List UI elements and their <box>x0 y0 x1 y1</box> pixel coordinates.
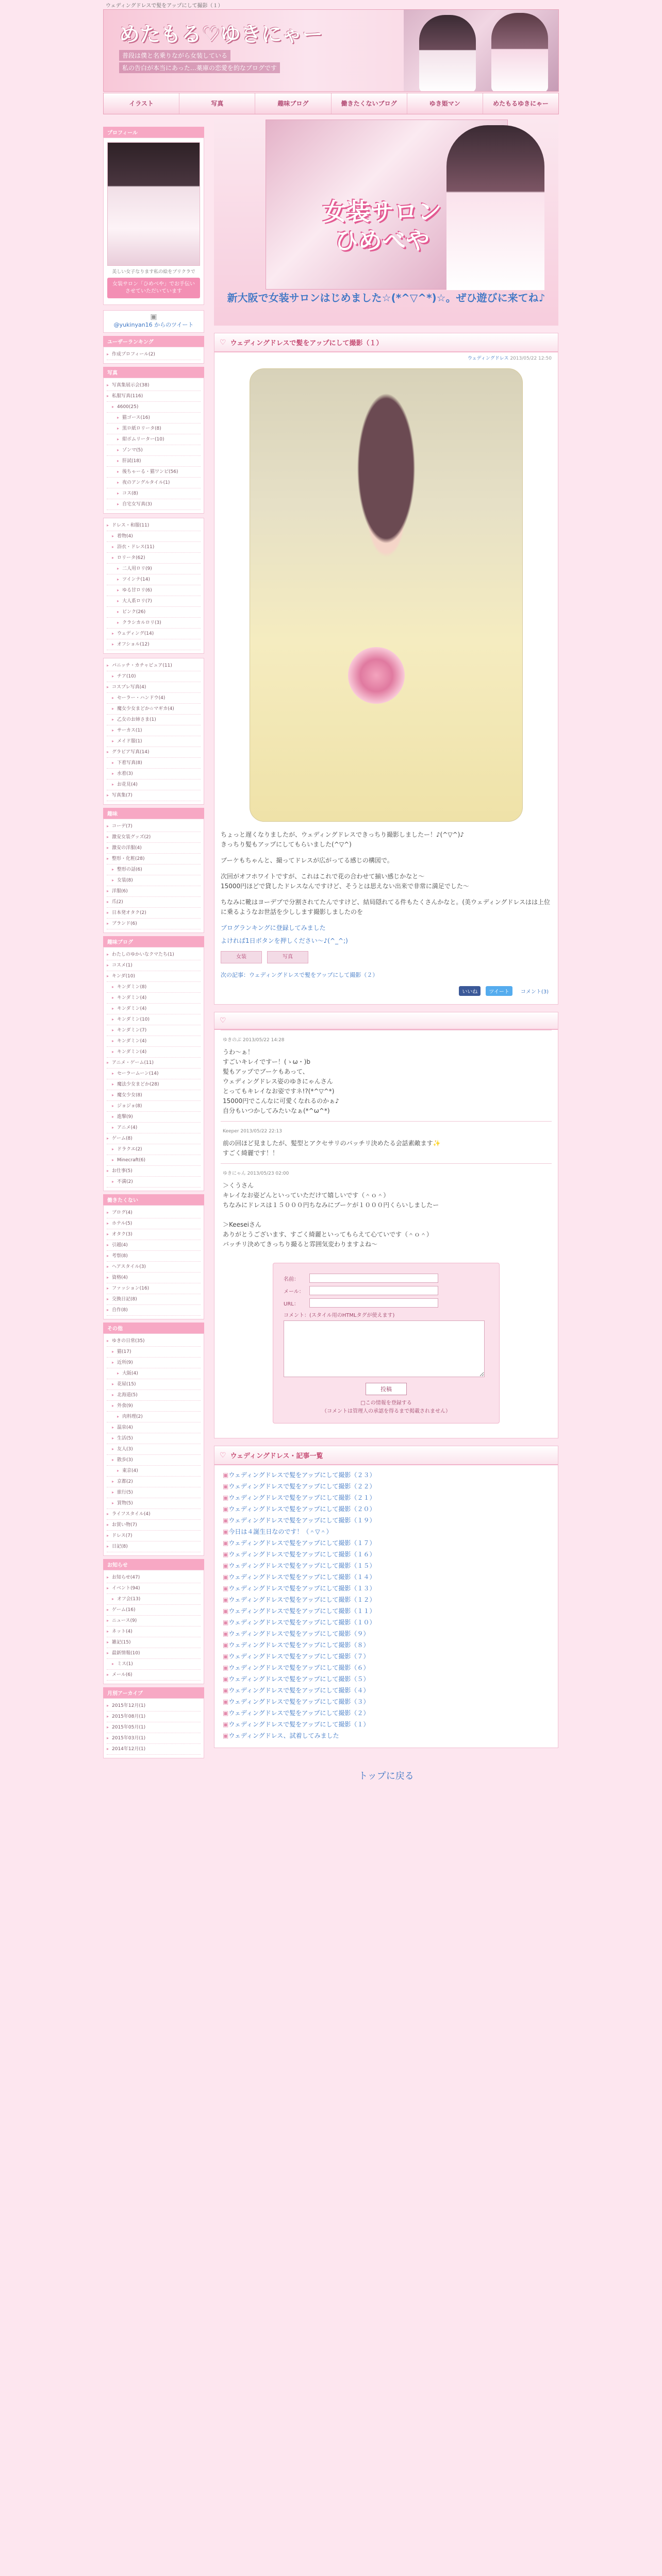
comment-list <box>214 1030 558 1255</box>
twitter-link[interactable]: @yukinyan16 からのツイート <box>113 321 194 328</box>
sidebar-category-item[interactable]: ▸ お知らせ(47) <box>107 1572 201 1583</box>
sidebar-category-item[interactable]: ▸ コスメ(1) <box>107 960 201 971</box>
main-content <box>214 120 558 1782</box>
sidebar-category-item[interactable]: ▸ 進撃(9) <box>107 1112 201 1123</box>
related-article-link[interactable]: ▣ ウェディングドレスで髪をアップにして撮影（２０） <box>214 1503 558 1515</box>
related-article-link[interactable]: ▣ ウェディングドレスで髪をアップにして撮影（１５） <box>214 1560 558 1571</box>
entry-category-link[interactable]: ウェディングドレス <box>467 356 509 361</box>
related-article-link[interactable]: ▣ ウェディングドレスで髪をアップにして撮影（７） <box>214 1651 558 1662</box>
url-label: URL： <box>284 1301 299 1307</box>
entry-title[interactable]: ウェディングドレスで髪をアップにして撮影（１） <box>230 340 383 347</box>
sidebar-category-item[interactable]: ▸ 整形・化粧(28) <box>107 854 201 865</box>
header-photo <box>404 10 558 92</box>
sidebar-category-item[interactable]: ▸ 乙女のお姉さま(1) <box>107 715 201 725</box>
comment-text: 前の回ほど見ましたが、髪型とアクセサリのバッチリ決めたる会話素敵ます✨ すごく綺麗です！！ <box>223 1140 441 1157</box>
entry-paragraph: 次回がオフホワイトですが、これはこれで花の合わせて揃い感じかなと〜 15000円ほどで貸したドレスなんですけど、そうとは思えない出来で非常に満足でした〜 <box>221 873 469 890</box>
sidebar-category-item[interactable]: ▸ 紺ボムリーター(10) <box>107 434 201 445</box>
entry-title-bar <box>214 333 558 352</box>
sidebar-section <box>103 819 204 933</box>
heart-icon: ♡ <box>220 1451 226 1460</box>
sidebar-section <box>103 378 204 514</box>
sidebar-category-item[interactable]: ▸ 作成プロフィール(2) <box>107 349 201 360</box>
sidebar-category-item[interactable]: ▸ ヘアスタイル(3) <box>107 1262 201 1273</box>
nav-nowork-blog[interactable]: 働きたくないブログ <box>332 93 407 114</box>
sidebar-category-item[interactable]: ▸ 着物(4) <box>107 531 201 542</box>
related-article-link[interactable]: ▣ ウェディングドレスで髪をアップにして撮影（２１） <box>214 1492 558 1503</box>
related-list <box>214 1465 558 1741</box>
bouquet <box>348 647 405 704</box>
sidebar-category-item[interactable]: ▸ お仕事(5) <box>107 1166 201 1177</box>
salon-banner[interactable] <box>214 120 558 326</box>
sidebar-category-item[interactable]: ▸ 日記(8) <box>107 1541 201 1552</box>
next-article-link[interactable]: 次の記事：ウェディングドレスで髪をアップにして撮影（２） <box>221 972 378 978</box>
comment-text: ＞くうさん キレイなお姿どんといっていただけて嬉しいです（＾ｏ＾） ちなみにドレスは１５０００円ちなみにブーケが１０００円くらいしましたー ＞Keeseiさん ありがとうございます、すごく綺麗といってもらえて心ていです（＾ｏ＾） バッチリ決めてきっちり撮ると雰囲気変わりますよね〜 <box>223 1182 439 1248</box>
submit-button[interactable]: 投稿 <box>366 1383 407 1395</box>
site-header <box>103 9 559 92</box>
sidebar-category-item[interactable]: ▸ ネット(4) <box>107 1626 201 1637</box>
related-article-link[interactable]: ▣ ウェディングドレスで髪をアップにして撮影（１３） <box>214 1583 558 1594</box>
related-article-link[interactable]: ▣ ウェディングドレスで髪をアップにして撮影（８） <box>214 1639 558 1651</box>
sidebar-category-item[interactable]: ▸ 自宅女写真(3) <box>107 499 201 510</box>
nav-hobby-blog[interactable]: 趣味ブログ <box>255 93 331 114</box>
sidebar-category-item[interactable]: ▸ 激安女装グッズ(2) <box>107 832 201 843</box>
wedding-photo[interactable] <box>250 368 523 822</box>
sidebar-section-title: その他 <box>103 1323 204 1333</box>
sidebar-category-item[interactable]: ▸ お花見(4) <box>107 779 201 790</box>
entry-paragraph: ちょっと遅くなりましたが、ウェディングドレスできっちり撮影しましたー！♪(^▽^)♪ きっちり髪もアップにしてもらいました(^▽^) <box>221 831 464 848</box>
related-article-link[interactable]: ▣ ウェディングドレスで髪をアップにして撮影（９） <box>214 1628 558 1639</box>
sidebar-category-item[interactable]: ▸ 花屋(15) <box>107 1379 201 1390</box>
mail-label: メール： <box>284 1289 304 1295</box>
sidebar-category-item[interactable]: ▸ 写真集展示会(38) <box>107 380 201 391</box>
sidebar-category-item[interactable]: ▸ 不満(2) <box>107 1177 201 1188</box>
related-article-link[interactable]: ▣ ウェディングドレスで髪をアップにして撮影（１） <box>214 1719 558 1730</box>
sidebar-category-item[interactable]: ▸ ゲーム(16) <box>107 1605 201 1616</box>
tweet-button[interactable]: ツイート <box>486 986 512 996</box>
sidebar-category-item[interactable]: ▸ 買物(5) <box>107 1498 201 1509</box>
sidebar-category-item[interactable]: ▸ ゆきの日常(35) <box>107 1336 201 1347</box>
sidebar-category-item[interactable]: ▸ キンダミン(4) <box>107 1047 201 1058</box>
sidebar-section-title: ユーザーランキング <box>103 336 204 347</box>
sidebar-section <box>103 1698 204 1758</box>
entry-body <box>214 827 558 920</box>
sidebar-category-item[interactable]: ▸ 私服写真(116) <box>107 391 201 402</box>
heart-icon: ♡ <box>220 338 226 347</box>
sidebar-section-title: 趣味ブログ <box>103 936 204 947</box>
sidebar-category-item[interactable]: ▸ コス(8) <box>107 488 201 499</box>
sidebar-category-item[interactable]: ▸ 浴衣・ドレス(11) <box>107 542 201 553</box>
sidebar-category-item[interactable]: ▸ 交換日記(8) <box>107 1294 201 1305</box>
sidebar-category-item[interactable]: ▸ ピンク(26) <box>107 607 201 618</box>
sidebar-category-item[interactable]: ▸ コーデ(7) <box>107 821 201 832</box>
sidebar-category-item[interactable]: ▸ クラシカルロリ(3) <box>107 618 201 629</box>
sidebar-category-item[interactable]: ▸ わたしのゆかいなクマたち(1) <box>107 950 201 960</box>
sidebar-category-item[interactable]: ▸ 2014年12月(1) <box>107 1744 201 1755</box>
sidebar-category-item[interactable]: ▸ ミス(1) <box>107 1659 201 1670</box>
comment-meta: Keeper 2013/05/22 22:13 <box>223 1129 283 1134</box>
sidebar-category-item[interactable]: ▸ 最新情報(10) <box>107 1648 201 1659</box>
sidebar-category-item[interactable]: ▸ ブログ(4) <box>107 1208 201 1218</box>
entry-meta <box>214 352 558 363</box>
sidebar-category-item[interactable]: ▸ 水着(3) <box>107 769 201 779</box>
sidebar-section <box>103 658 204 805</box>
sidebar-category-item[interactable]: ▸ ジョジョ(8) <box>107 1101 201 1112</box>
sidebar-section-title: 働きたくない <box>103 1194 204 1205</box>
sidebar-category-item[interactable]: ▸ 大阪(4) <box>107 1368 201 1379</box>
related-article-link[interactable]: ▣ ウェディングドレスで髪をアップにして撮影（１０） <box>214 1617 558 1628</box>
sidebar-category-item[interactable]: ▸ 魔女少女まどか☆マギカ(4) <box>107 704 201 715</box>
sidebar-section <box>103 347 204 364</box>
comments-section <box>214 1012 558 1438</box>
share-row <box>214 984 558 998</box>
sidebar-category-item[interactable]: ▸ ロリータ(62) <box>107 553 201 564</box>
sidebar-category-item[interactable]: ▸ Minecraft(6) <box>107 1155 201 1166</box>
comment-item <box>221 1121 552 1163</box>
sidebar-category-item[interactable]: ▸ セーラームーン(14) <box>107 1069 201 1079</box>
sidebar-category-item[interactable]: ▸ ファッション(16) <box>107 1283 201 1294</box>
sidebar-section-title: 月別アーカイブ <box>103 1687 204 1698</box>
ranking-text[interactable]: ブログランキングに登録してみました <box>221 924 326 931</box>
banner-image <box>266 120 508 290</box>
sidebar-category-item[interactable]: ▸ ツインテ(14) <box>107 574 201 585</box>
comment-text: うわ〜ぁ！ すごいキレイですー！(ゝω・)b 髪もアップでブーケもあって、 ウェディングドレス姿のゆきにゃんさん とってもキレイなお姿ですネ!?(*^▽^*) 15000円でこんなに可愛くなれるのかぁ♪ 自分もいつかしてみたいなぁ(*^ω^*) <box>223 1048 339 1114</box>
sidebar-category-item[interactable]: ▸ ニュース(9) <box>107 1616 201 1626</box>
salon-button[interactable]: 女装サロン「ひめべや」でお手伝いさせていただいています <box>107 278 200 298</box>
sidebar-category-item[interactable]: ▸ キンダミン(8) <box>107 982 201 993</box>
sidebar-section-title: お知らせ <box>103 1559 204 1570</box>
sidebar-category-item[interactable]: ▸ 雑記(15) <box>107 1637 201 1648</box>
sidebar-category-item[interactable]: ▸ セーラー・ハンドウ(4) <box>107 693 201 704</box>
sidebar-category-item[interactable]: ▸ お買い物(7) <box>107 1520 201 1531</box>
related-article-link[interactable]: ▣ ウェディングドレスで髪をアップにして撮影（２２） <box>214 1481 558 1492</box>
left-sidebar <box>103 124 204 1758</box>
name-input[interactable] <box>309 1274 438 1283</box>
related-article-link[interactable]: ▣ ウェディングドレスで髪をアップにして撮影（１６） <box>214 1549 558 1560</box>
sidebar-category-item[interactable]: ▸ パニッチ・カチャピュア(11) <box>107 660 201 671</box>
main-nav <box>103 93 559 114</box>
related-article-link[interactable]: ▣ ウェディングドレスで髪をアップにして撮影（１１） <box>214 1605 558 1617</box>
sidebar-category-item[interactable]: ▸ 魔女少女(8) <box>107 1090 201 1101</box>
nav-yukihime[interactable]: ゆき姫マン <box>407 93 483 114</box>
sidebar-category-item[interactable]: ▸ ドレス・和服(11) <box>107 520 201 531</box>
sidebar-section <box>103 1570 204 1684</box>
nav-photo[interactable]: 写真 <box>179 93 255 114</box>
related-article-link[interactable]: ▣ ウェディングドレスで髪をアップにして撮影（１２） <box>214 1594 558 1605</box>
sidebar-category-item[interactable]: ▸ 2015年08月(1) <box>107 1711 201 1722</box>
related-article-link[interactable]: ▣ ウェディングドレスで髪をアップにして撮影（５） <box>214 1673 558 1685</box>
sidebar-category-item[interactable]: ▸ 2015年12月(1) <box>107 1701 201 1711</box>
comment-meta: ゆきにゃん 2013/05/23 02:00 <box>223 1171 289 1176</box>
sidebar-category-item[interactable]: ▸ 肉料理(2) <box>107 1412 201 1422</box>
sidebar-section-title: 写真 <box>103 367 204 378</box>
twitter-icon: ▣ <box>150 313 157 321</box>
sidebar-category-item[interactable]: ▸ 友人(3) <box>107 1444 201 1455</box>
heart-icon: ♡ <box>220 1016 226 1025</box>
sidebar-category-item[interactable]: ▸ グラビア写真(14) <box>107 747 201 758</box>
entry-article <box>214 333 558 1005</box>
sidebar-category-item[interactable]: ▸ 北海道(5) <box>107 1390 201 1401</box>
profile-caption: 美しい女子なります私の絵をプリクラで <box>112 269 195 275</box>
related-article-link[interactable]: ▣ ウェディングドレスで髪をアップにして撮影（４） <box>214 1685 558 1696</box>
sidebar-category-item[interactable]: ▸ オタク(3) <box>107 1229 201 1240</box>
comment-count-link[interactable]: コメント(3) <box>520 989 549 995</box>
related-article-link[interactable]: ▣ ウェディングドレスで髪をアップにして撮影（１７） <box>214 1537 558 1549</box>
sidebar-category-item[interactable]: ▸ キンダミン(4) <box>107 1004 201 1014</box>
sidebar-category-item[interactable]: ▸ 二人用ロリ(9) <box>107 564 201 574</box>
banner-logo: 女装サロン ひめべや <box>323 198 441 255</box>
nav-metamoru[interactable]: めたもるゆきにゃー <box>493 100 549 107</box>
sidebar-section <box>103 518 204 654</box>
related-article-link[interactable]: ▣ ウェディングドレス、試着してみました <box>214 1730 558 1741</box>
sidebar-category-item[interactable]: ▸ 下着写真(8) <box>107 758 201 769</box>
sidebar-category-item[interactable]: ▸ 大人系ロリ(7) <box>107 596 201 607</box>
sidebar-category-item[interactable]: ▸ メール(6) <box>107 1670 201 1681</box>
sidebar-category-item[interactable]: ▸ ドレス(7) <box>107 1531 201 1541</box>
page-topline: ウェディングドレスで髪をアップにして撮影（１） <box>106 3 223 9</box>
related-article-link[interactable]: ▣ ウェディングドレスで髪をアップにして撮影（３） <box>214 1696 558 1707</box>
comment-form <box>273 1263 500 1423</box>
sidebar-category-item[interactable]: ▸ キンダ(10) <box>107 971 201 982</box>
comment-textarea[interactable] <box>284 1320 485 1377</box>
nav-illust[interactable]: イラスト <box>104 93 179 114</box>
comment-label: コメント：(スタイル用のHTMLタグが使えます) <box>284 1313 395 1318</box>
twitter-box <box>103 310 204 333</box>
profile-box <box>103 138 204 305</box>
sidebar-category-item[interactable]: ▸ オフショル(12) <box>107 639 201 650</box>
comment-item <box>221 1030 552 1121</box>
sidebar-category-item[interactable]: ▸ ブランド(6) <box>107 919 201 929</box>
sidebar-category-item[interactable]: ▸ キンダミン(4) <box>107 1036 201 1047</box>
url-input[interactable] <box>309 1298 438 1308</box>
related-title[interactable]: ウェディングドレス・記事一覧 <box>230 1452 323 1460</box>
sidebar-category-item[interactable]: ▸ チア(10) <box>107 671 201 682</box>
sidebar-section <box>103 1333 204 1556</box>
sidebar-category-item[interactable]: ▸ 資格(4) <box>107 1273 201 1283</box>
related-article-link[interactable]: ▣ ウェディングドレスで髪をアップにして撮影（１４） <box>214 1571 558 1583</box>
sidebar-category-item[interactable]: ▸ 写真集(7) <box>107 790 201 801</box>
save-info-checkbox[interactable]: □この情報を登録する <box>360 1400 412 1406</box>
sidebar-category-item[interactable]: ▸ 引越(4) <box>107 1240 201 1251</box>
sidebar-category-item[interactable]: ▸ 猫(17) <box>107 1347 201 1358</box>
approval-note: （コメントは管理人の承認を得るまで掲載されません） <box>322 1409 451 1414</box>
ranking-button-josou[interactable]: 女装 <box>221 951 262 963</box>
sidebar-category-item[interactable]: ▸ 爪(2) <box>107 897 201 908</box>
sidebar-category-item[interactable]: ▸ 散歩(3) <box>107 1455 201 1466</box>
related-article-link[interactable]: ▣ 今日は４誕生日なのです！（＾▽＾） <box>214 1526 558 1537</box>
sidebar-category-item[interactable]: ▸ キンダミン(10) <box>107 1014 201 1025</box>
sidebar-category-item[interactable]: ▸ キンダミン(7) <box>107 1025 201 1036</box>
comment-meta: ゆきのぶ 2013/05/22 14:28 <box>223 1038 285 1043</box>
comment-item <box>221 1163 552 1255</box>
intro-line-1: 普段は僕と名乗りながら女装している <box>119 50 230 61</box>
banner-girl-photo <box>446 125 544 290</box>
related-section <box>214 1446 558 1748</box>
sidebar-category-item[interactable]: ▸ 温泉(4) <box>107 1422 201 1433</box>
like-button[interactable]: いいね <box>459 986 481 996</box>
sidebar-category-item[interactable]: ▸ 日本発オタク(2) <box>107 908 201 919</box>
sidebar-category-item[interactable]: ▸ ホテル(5) <box>107 1218 201 1229</box>
sidebar-category-item[interactable]: ▸ アニメ・ゲーム(11) <box>107 1058 201 1069</box>
mail-input[interactable] <box>309 1286 438 1295</box>
sidebar-category-item[interactable]: ▸ 整形の話(6) <box>107 865 201 875</box>
sidebar-category-item[interactable]: ▸ サーカス(1) <box>107 725 201 736</box>
sidebar-category-item[interactable]: ▸ 自作(8) <box>107 1305 201 1316</box>
sidebar-category-item[interactable]: ▸ 近所(9) <box>107 1358 201 1368</box>
sidebar-category-item[interactable]: ▸ 生活(5) <box>107 1433 201 1444</box>
ranking-buttons <box>214 949 558 965</box>
ranking-button-photo[interactable]: 写真 <box>267 951 308 963</box>
sidebar-category-item[interactable]: ▸ 魔法少女まどか(28) <box>107 1079 201 1090</box>
sidebar-category-item[interactable]: ▸ 4600(25) <box>107 402 201 413</box>
sidebar-category-item[interactable]: ▸ コスプレ写真(4) <box>107 682 201 693</box>
sidebar-category-item[interactable]: ▸ 女装(8) <box>107 875 201 886</box>
related-article-link[interactable]: ▣ ウェディングドレスで髪をアップにして撮影（２） <box>214 1707 558 1719</box>
sidebar-category-item[interactable]: ▸ ゾンマ(5) <box>107 445 201 456</box>
sidebar-category-item[interactable]: ▸ キンダミン(4) <box>107 993 201 1004</box>
sidebar-category-item[interactable]: ▸ 後ちゃーる・猫ワンピ(56) <box>107 467 201 478</box>
sidebar-category-item[interactable]: ▸ イベント(94) <box>107 1583 201 1594</box>
profile-title: プロフィール <box>103 127 204 138</box>
sidebar-section-title: 趣味 <box>103 808 204 819</box>
entry-paragraph: ちなみに靴はヨーデブで分割されてたんですけど、結局隠れてる件もたくさんかなと。(美ウェディングドレスはは上位に乗るようなお世話を少しします撮影しましたのを <box>221 899 551 916</box>
sidebar-category-item[interactable]: ▸ ウェディング(14) <box>107 629 201 639</box>
ranking-subtext[interactable]: よければ1日ボタンを押しください〜♪(^_^;) <box>221 937 348 944</box>
sidebar-category-item[interactable]: ▸ 黒ロ紙ロリータ(8) <box>107 423 201 434</box>
comments-title-bar <box>214 1012 558 1030</box>
related-article-link[interactable]: ▣ ウェディングドレスで髪をアップにして撮影（２３） <box>214 1469 558 1481</box>
sidebar-section <box>103 947 204 1191</box>
sidebar-category-item[interactable]: ▸ 旅行(5) <box>107 1487 201 1498</box>
sidebar-category-item[interactable]: ▸ 京都(2) <box>107 1477 201 1487</box>
sidebar-category-item[interactable]: ▸ 夜のアングルタイル(1) <box>107 478 201 488</box>
intro-line-2: 私の告白が本当にあった…薬庫の恋愛を的なブログです <box>119 62 280 73</box>
sidebar-category-item[interactable]: ▸ 2015年03月(1) <box>107 1733 201 1744</box>
name-label: 名前： <box>284 1276 299 1282</box>
to-top-link[interactable]: トップに戻る <box>358 1771 414 1782</box>
sidebar-category-item[interactable]: ▸ 猫ゴース(16) <box>107 413 201 423</box>
sidebar-category-item[interactable]: ▸ ライフスタイル(4) <box>107 1509 201 1520</box>
related-title-bar <box>214 1446 558 1465</box>
sidebar-category-item[interactable]: ▸ ゲーム(8) <box>107 1133 201 1144</box>
related-article-link[interactable]: ▣ ウェディングドレスで髪をアップにして撮影（１９） <box>214 1515 558 1526</box>
sidebar-category-item[interactable]: ▸ 2015年05月(1) <box>107 1722 201 1733</box>
sidebar-category-item[interactable]: ▸ メイド服(1) <box>107 736 201 747</box>
sidebar-category-item[interactable]: ▸ 外食(9) <box>107 1401 201 1412</box>
sidebar-category-item[interactable]: ▸ 考察(8) <box>107 1251 201 1262</box>
sidebar-category-item[interactable]: ▸ 激安の洋服(4) <box>107 843 201 854</box>
banner-caption[interactable]: 新大阪で女装サロンはじめました☆(*^▽^*)☆。ぜひ遊びに来てね♪ <box>227 292 545 304</box>
profile-photo[interactable] <box>107 142 200 266</box>
sidebar-category-item[interactable]: ▸ 肝試(18) <box>107 456 201 467</box>
site-title[interactable]: めたもる♡ゆきにゃー <box>119 23 323 46</box>
sidebar-category-item[interactable]: ▸ 洋服(6) <box>107 886 201 897</box>
related-article-link[interactable]: ▣ ウェディングドレスで髪をアップにして撮影（６） <box>214 1662 558 1673</box>
sidebar-section <box>103 1205 204 1319</box>
category-list <box>103 336 204 1758</box>
sidebar-category-item[interactable]: ▸ アニメ(4) <box>107 1123 201 1133</box>
entry-paragraph: ブーケもちゃんと、撮ってドレスが広がってる感じの構図で。 <box>221 857 393 864</box>
sidebar-category-item[interactable]: ▸ ドラクエ(2) <box>107 1144 201 1155</box>
sidebar-category-item[interactable]: ▸ 東京(4) <box>107 1466 201 1477</box>
sidebar-category-item[interactable]: ▸ オフ会(13) <box>107 1594 201 1605</box>
entry-date: 2013/05/22 12:50 <box>510 356 552 361</box>
sidebar-category-item[interactable]: ▸ ゆる甘ロリ(6) <box>107 585 201 596</box>
